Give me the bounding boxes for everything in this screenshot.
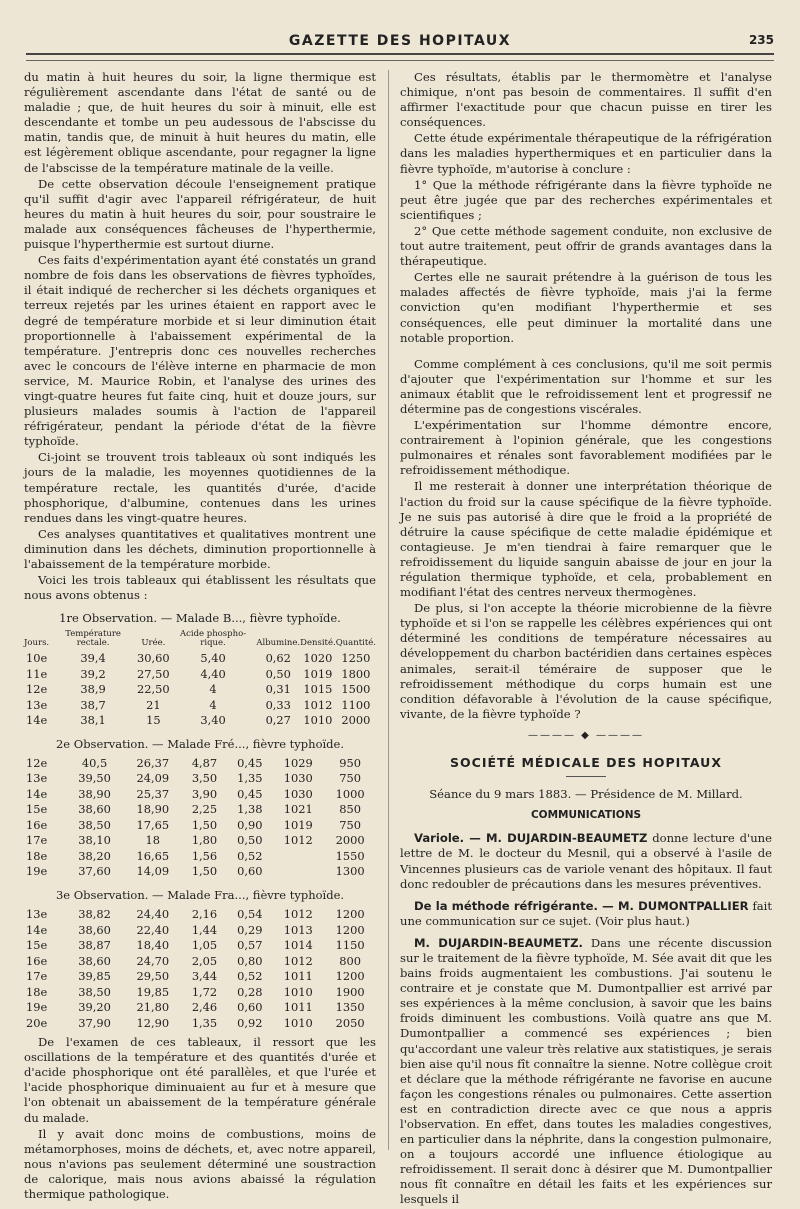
table-cell: 37,60 [78, 864, 111, 879]
paragraph: 1° Que la méthode réfrigérante dans la fièvre typhoïde ne peut être jugée que par des recherches expérimentales et scientifiques ; [400, 177, 772, 222]
col-header: Urée. [141, 638, 166, 649]
table-cell: 750 [339, 771, 361, 786]
paragraph: De plus, si l'on accepte la théorie microbienne de la fièvre typhoïde et si l'on se rappelle les célèbres expériences qui ont déterminé les conditions de température nécessaires au développement du charbon bactéridien dans certaines espèces animales, serait-il téméraire de supposer que le refroidissement méthodique du corps humain est une condition défavorable à l'évolution de la cause spécifique, vivante, de la fièvre typhoïde ? [400, 601, 772, 721]
table-row [24, 651, 376, 667]
table-cell: 1200 [335, 907, 365, 922]
table-cell: 38,50 [78, 817, 111, 832]
table-cell: 0,28 [237, 984, 263, 999]
table-cell: 24,70 [136, 953, 170, 968]
table-cell: 13e [26, 771, 48, 786]
table-cell: 1012 [283, 833, 313, 848]
col-header: Jours. [24, 638, 50, 649]
journal-title: GAZETTE DES HOPITAUX [288, 33, 512, 49]
table-cell: 24,40 [136, 907, 170, 922]
table-cell: 5,40 [200, 651, 226, 666]
table-cell: 19,85 [136, 984, 170, 999]
table-cell: 14,09 [136, 864, 170, 879]
table-cell: 30,60 [137, 651, 170, 666]
table-cell: 0,27 [265, 713, 291, 728]
table-cell: 4 [209, 682, 217, 697]
table-cell: 0,60 [237, 1000, 263, 1015]
table-cell: 2000 [335, 833, 365, 848]
table-cell: 1010 [283, 984, 313, 999]
paragraph: Ces faits d'expérimentation ayant été constatés un grand nombre de fois dans les observations de fièvres typhoïdes, il était indiqué de rechercher si les déchets organiques et terreux rejetés par les urines étaient en rapport avec le degré de température morbide et si leur diminution était proportionnelle à l'abaissement expérimental de la température. J'entrepris donc ces nouvelles recherches avec le concours de l'élève interne en pharmacie de mon service, M. Maurice Robin, et l'analyse des urines des vingt-quatre heures fut faite cinq, huit et douze jours, sur plusieurs malades soumis à l'action de l'appareil réfrigérateur, pendant la période d'état de la fièvre typhoïde. [24, 253, 376, 449]
table-cell: 14e [26, 713, 48, 728]
table-cell: 1250 [341, 651, 371, 666]
table-cell: 26,37 [136, 755, 170, 770]
table-cell: 3,90 [191, 786, 218, 801]
table-cell: 1011 [283, 1000, 313, 1015]
table-cell: 12e [26, 682, 48, 697]
paragraph: De cette observation découle l'enseignement pratique qu'il suffit d'agir avec l'appareil réfrigérateur, de huit heures du matin à huit heures du soir, pour soustraire le malade aux conséquences fâcheuses de l'hyperthermie, puisque l'hyperthermie est surtout diurne. [24, 176, 376, 252]
table-cell: 1010 [303, 713, 333, 728]
col-header: Albumine. [256, 638, 301, 649]
table-cell: 0,50 [265, 666, 291, 681]
table-cell: 39,4 [80, 651, 106, 666]
table-cell: 16e [26, 817, 48, 832]
communications-heading: COMMUNICATIONS [530, 809, 642, 822]
observation-title: 2e Observation. — Malade Fré..., fièvre typhoïde. [55, 736, 344, 751]
table-cell: 1,35 [237, 771, 263, 786]
table-cell: 1011 [283, 969, 313, 984]
table-cell: 13e [26, 697, 48, 712]
table-cell: 3,50 [191, 771, 218, 786]
table-cell: 0,62 [265, 651, 291, 666]
table-cell: 4 [209, 697, 217, 712]
table-cell: 0,52 [237, 848, 263, 863]
variole-lead: Variole. — M. DUJARDIN-BEAUMETZ [414, 831, 648, 846]
table-cell: 18,90 [136, 802, 170, 817]
table-cell: 1300 [335, 864, 365, 879]
table-cell: 1500 [341, 682, 371, 697]
table-cell: 1900 [335, 984, 365, 999]
paragraph: Ces analyses quantitatives et qualitatives montrent une diminution dans les déchets, diminution proportionnelle à l'abaissement de la température morbide. [24, 526, 376, 571]
paragraph: Ci-joint se trouvent trois tableaux où sont indiqués les jours de la maladie, les moyennes quotidiennes de la température rectale, les quantités d'urée, d'acide phosphorique, d'albumine, contenues dans les urines rendues dans les vingt-quatre heures. [24, 450, 376, 525]
table-cell: 24,09 [136, 771, 170, 786]
table-cell: 38,87 [78, 938, 111, 953]
table-cell: 1000 [335, 786, 365, 801]
table-cell: 750 [339, 817, 361, 832]
table-cell: 18 [145, 833, 161, 848]
table-row [24, 667, 376, 683]
table-cell: 18e [26, 984, 48, 999]
table-cell: 1030 [283, 786, 313, 801]
methode-lead: De la méthode réfrigérante. — M. DUMONTPALLIER [414, 898, 749, 913]
right-column [400, 70, 772, 1209]
table-cell: 15 [146, 713, 161, 728]
paragraph: Cette étude expérimentale thérapeutique de la réfrigération dans les maladies hyperthermiques et en particulier dans la fièvre typhoïde, m'autorise à conclure : [400, 131, 772, 176]
table-row [24, 833, 376, 849]
table-cell: 1,72 [191, 984, 218, 999]
table-cell: 25,37 [136, 786, 170, 801]
table-cell: 0,45 [237, 755, 263, 770]
table-cell: 15e [26, 938, 48, 953]
table-cell: 12,90 [136, 1015, 170, 1030]
table-cell: 1,80 [191, 833, 218, 848]
table-cell: 0,80 [237, 953, 263, 968]
table-cell: 1029 [283, 755, 313, 770]
paragraph: du matin à huit heures du soir, la ligne thermique est régulièrement ascendante dans l'état de santé ou de maladie ; que, de huit heures du soir à minuit, elle est descendante et tombe un peu audessous de l'abscisse du matin, tandis que, de minuit à huit heures du matin, elle est légèrement oblique ascendante, pour regagner la ligne de l'abscisse de la température matinale de la veille. [24, 70, 376, 175]
table-cell: 1012 [283, 953, 313, 968]
table-cell: 38,50 [78, 984, 111, 999]
table-row [24, 864, 376, 880]
table-body [24, 907, 376, 1031]
table-cell: 18,40 [136, 938, 170, 953]
table-cell: 1,35 [191, 1015, 218, 1030]
observation-title: 3e Observation. — Malade Fra..., fièvre typhoïde. [55, 887, 345, 902]
table-cell: 16,65 [136, 848, 170, 863]
table-cell: 0,45 [237, 786, 263, 801]
col-header: Acide phospho-rique. [179, 629, 247, 649]
final-text: Dans une récente discussion sur le traitement de la fièvre typhoïde, M. Sée avait dit que les bains froids augmentaient les combustions. J'ai soutenu le contraire et je constate que M. Dumontpallier est arrivé par ses expériences à la même conclusion, à savoir que les bains froids diminuent les combustions. Voilà quatre ans que M. Dumontpallier a commencé ses expériences ; bien qu'accordant une valeur très relative aux statistiques, je serais bien aise qu'il nous fît connaître la sienne. Notre collègue croit et déclare que la méthode réfrigérante ne favorise en aucune façon les congestions rénales ou pulmonaires. Cette assertion est en contradiction directe avec ce que nous a appris l'observation. En effet, dans toutes les maladies congestives, en particulier dans la néphrite, dans la congestion pulmonaire, on a toujours accordé une influence étiologique au refroidissement. Il serait donc à désirer que M. Dumontpallier nous fît connaître en détail les faits et les expériences sur lesquels il [400, 935, 772, 1207]
table-cell: 1012 [303, 697, 333, 712]
table-cell: 3,44 [191, 969, 218, 984]
table-cell: 1550 [335, 848, 365, 863]
table-cell: 0,90 [237, 817, 263, 832]
table-cell: 1019 [303, 666, 333, 681]
paragraph: Il me resterait à donner une interprétation théorique de l'action du froid sur la cause spécifique de la fièvre typhoïde. Je ne suis pas autorisé à dire que le froid a la propriété de détruire la cause spécifique de cette maladie épidémique et contagieuse. Je m'en tiendrai à faire remarquer que le refroidissement du liquide sanguin abaisse de jour en jour la régulation thermique typhoïde, et cela, probablement en modifiant l'état des centres nerveux thermogènes. [400, 479, 772, 600]
table-cell: 38,60 [78, 922, 111, 937]
table-cell: 1150 [335, 938, 365, 953]
table-cell: 1021 [283, 802, 313, 817]
table-cell: 2050 [335, 1015, 365, 1030]
table-cell: 1013 [283, 922, 313, 937]
table-cell: 17,65 [136, 817, 170, 832]
col-header: Quantité. [335, 638, 376, 649]
table-cell: 38,7 [80, 697, 106, 712]
paragraph: De l'examen de ces tableaux, il ressort que les oscillations de la température et des quantités d'urée et d'acide phosphorique ont été parallèles, et que l'urée et l'acide phosphorique diminuaient au fur et à mesure que l'on obtenait un abaissement de la température générale du malade. [24, 1035, 376, 1125]
table-cell: 1,56 [191, 848, 218, 863]
table-row [24, 756, 376, 772]
table-row [24, 682, 376, 698]
table-cell: 2,46 [191, 1000, 218, 1015]
table-cell: 39,85 [78, 969, 111, 984]
observation-table-3 [24, 907, 376, 1031]
column-divider [388, 70, 389, 1150]
short-rule [566, 776, 606, 777]
table-cell: 0,29 [237, 922, 263, 937]
table-cell: 38,60 [78, 802, 111, 817]
table-cell: 19e [26, 1000, 48, 1015]
separator-ornament: ———— ◆ ———— [527, 729, 645, 741]
table-cell: 22,40 [136, 922, 170, 937]
table-cell: 0,60 [237, 864, 263, 879]
table-cell: 14e [26, 922, 48, 937]
observation-table-2 [24, 756, 376, 880]
table-cell: 800 [339, 953, 361, 968]
table-cell: 1015 [303, 682, 333, 697]
table-cell [272, 849, 324, 865]
table-cell: 18e [26, 848, 48, 863]
table-cell: 1020 [303, 651, 333, 666]
table-cell: 12e [26, 755, 48, 770]
table-cell: 1200 [335, 922, 365, 937]
table-cell: 0,92 [237, 1015, 263, 1030]
table-cell: 19e [26, 864, 48, 879]
table-cell: 1,50 [191, 817, 218, 832]
table-cell: 17e [26, 833, 48, 848]
observation-title: 1re Observation. — Malade B..., fièvre typhoïde. [59, 611, 341, 626]
table-row [24, 1000, 376, 1016]
table-cell: 850 [339, 802, 361, 817]
table-cell: 0,33 [265, 697, 291, 712]
table-cell: 2,16 [191, 907, 218, 922]
table-cell: 1,50 [191, 864, 218, 879]
table-row [24, 923, 376, 939]
table-cell: 22,50 [137, 682, 170, 697]
table-cell: 3,40 [200, 713, 226, 728]
col-header: Densité. [300, 638, 336, 649]
table-cell: 4,87 [191, 755, 218, 770]
table-cell: 20e [26, 1015, 48, 1030]
observation-table-1 [24, 630, 376, 729]
table-cell: 1,38 [237, 802, 263, 817]
table-cell: 1014 [283, 938, 313, 953]
table-cell: 1019 [283, 817, 313, 832]
table-cell [272, 864, 324, 880]
paragraph: Il y avait donc moins de combustions, moins de métamorphoses, moins de déchets, et, avec notre appareil, nous n'avions pas seulement déterminé une soustraction de calorique, mais nous avions abaissé la régulation thermique pathologique. [24, 1126, 376, 1201]
table-cell: 1100 [341, 697, 371, 712]
left-column [24, 70, 376, 1203]
paragraph: Certes elle ne saurait prétendre à la guérison de tous les malades affectés de fièvre typhoïde, mais j'ai la ferme conviction qu'en modifiant l'hyperthermie et ses conséquences, elle peut diminuer la mortalité dans une notable proportion. [400, 270, 772, 345]
table-cell: 0,31 [265, 682, 291, 697]
table-cell: 0,54 [237, 907, 263, 922]
table-cell: 1350 [335, 1000, 365, 1015]
table-cell: 10e [26, 651, 48, 666]
table-cell: 21 [146, 697, 161, 712]
seance-line: Séance du 9 mars 1883. — Présidence de M. Millard. [429, 787, 743, 802]
table-cell: 950 [339, 755, 361, 770]
header-rule [26, 53, 774, 55]
final-lead: M. DUJARDIN-BEAUMETZ. [414, 935, 583, 950]
section-title: SOCIÉTÉ MÉDICALE DES HOPITAUX [450, 755, 722, 771]
table-cell: 0,57 [237, 938, 263, 953]
table-row [24, 938, 376, 954]
table-body [24, 756, 376, 880]
table-cell: 38,10 [78, 833, 111, 848]
table-cell: 38,60 [78, 953, 111, 968]
table-cell: 1800 [341, 666, 371, 681]
table-cell: 38,82 [78, 907, 111, 922]
table-cell: 38,20 [78, 848, 111, 863]
page-header [0, 0, 800, 60]
table-cell: 1200 [335, 969, 365, 984]
table-cell: 21,80 [136, 1000, 170, 1015]
table-row [24, 969, 376, 985]
table-row [24, 985, 376, 1001]
table-row [24, 787, 376, 803]
table-cell: 14e [26, 786, 48, 801]
paragraph: L'expérimentation sur l'homme démontre encore, contrairement à l'opinion générale, que les congestions pulmonaires et rénales sont favorablement modifiées par le refroidissement méthodique. [400, 418, 772, 478]
table-cell: 1,05 [191, 938, 218, 953]
methode-paragraph [400, 899, 772, 929]
table-cell: 40,5 [81, 755, 108, 770]
table-cell: 38,1 [80, 713, 106, 728]
table-cell: 0,52 [237, 969, 263, 984]
table-cell: 37,90 [78, 1015, 111, 1030]
final-paragraph [400, 936, 772, 1208]
table-cell: 17e [26, 969, 48, 984]
table-row [24, 771, 376, 787]
table-cell: 1030 [283, 771, 313, 786]
variole-text: donne lecture d'une lettre de M. le docteur du Mesnil, qui a observé à l'asile de Vincennes plusieurs cas de variole venant des hôpitaux. Il faut donc redoubler de précautions dans les mesures préventives. [400, 831, 773, 891]
col-header: Température rectale. [65, 629, 121, 649]
table-cell: 16e [26, 953, 48, 968]
table-cell: 1012 [283, 907, 313, 922]
table-cell: 4,40 [200, 666, 226, 681]
table-row [24, 1016, 376, 1032]
table-cell: 13e [26, 907, 48, 922]
paragraph: Ces résultats, établis par le thermomètre et l'analyse chimique, n'ont pas besoin de commentaires. Il suffit d'en affirmer l'exactitude pour que chacun puisse en tirer les conséquences. [400, 70, 772, 130]
table-row [24, 698, 376, 714]
header-rule-thin [26, 60, 774, 61]
table-cell: 38,90 [78, 786, 111, 801]
paragraph: Comme complément à ces conclusions, qu'il me soit permis d'ajouter que l'expérimentation sur l'homme et sur les animaux établit que le refroidissement lent et progressif ne détermine pas de congestions viscérales. [400, 356, 772, 416]
table-cell: 1010 [283, 1015, 313, 1030]
table-body [24, 651, 376, 729]
table-cell: 1,44 [191, 922, 218, 937]
table-cell: 2,05 [191, 953, 218, 968]
table-cell: 11e [26, 666, 48, 681]
table-cell: 15e [26, 802, 48, 817]
table-cell: 39,20 [78, 1000, 111, 1015]
methode-text: fait une communication sur ce sujet. (Voir plus haut.) [400, 898, 773, 928]
table-row [24, 818, 376, 834]
table-cell: 0,50 [237, 833, 263, 848]
table-cell: 2,25 [191, 802, 218, 817]
paragraph: Voici les trois tableaux qui établissent les résultats que nous avons obtenus : [24, 573, 376, 603]
table-row [24, 849, 376, 865]
variole-paragraph [400, 831, 772, 891]
table-cell: 39,2 [80, 666, 106, 681]
table-row [24, 907, 376, 923]
page-number: 235 [748, 33, 774, 47]
table-cell: 27,50 [137, 666, 170, 681]
table-cell: 2000 [341, 713, 371, 728]
table-cell: 39,50 [78, 771, 111, 786]
table-cell: 29,50 [136, 969, 170, 984]
table-cell: 38,9 [80, 682, 106, 697]
table-row [24, 802, 376, 818]
paragraph: 2° Que cette méthode sagement conduite, non exclusive de tout autre traitement, peut offrir de grands avantages dans la thérapeutique. [400, 223, 772, 269]
table-row [24, 954, 376, 970]
table-row [24, 713, 376, 729]
